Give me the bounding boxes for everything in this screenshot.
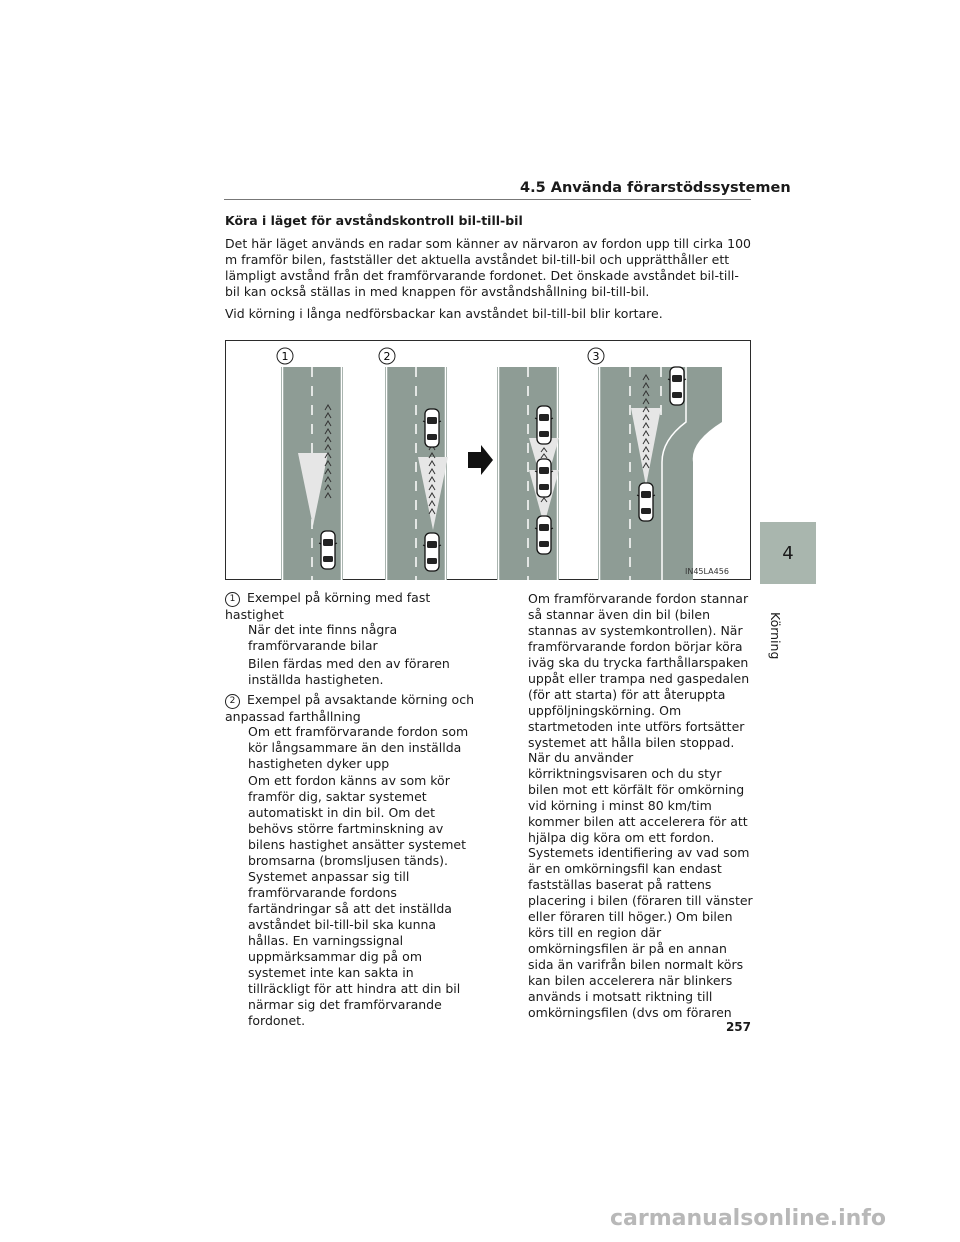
road-scene-4 <box>598 367 722 580</box>
item-title-line2: hastighet <box>225 607 284 622</box>
item-1-heading <box>225 590 430 623</box>
figure-code: IN45LA456 <box>685 567 729 576</box>
item-number-badge: 2 <box>225 694 240 709</box>
item-title-line1: Exempel på körning med fast <box>247 590 431 605</box>
item-title-line2: anpassad farthållning <box>225 709 361 724</box>
lead-car-3 <box>535 406 553 444</box>
page-heading: Köra i läget för avståndskontroll bil-till-bil <box>225 213 523 228</box>
own-car-3a <box>535 459 553 497</box>
header-divider <box>224 199 751 200</box>
item-1-condition: När det inte finns några framförvarande bilar <box>248 622 398 653</box>
chapter-tab <box>760 522 816 584</box>
chapter-number: 4 <box>782 542 794 564</box>
svg-text:1: 1 <box>281 350 289 363</box>
own-car-3b <box>535 516 553 554</box>
page-number: 257 <box>725 1020 751 1034</box>
own-car-4 <box>637 483 655 521</box>
item-2-heading <box>225 692 474 725</box>
right-paragraph-stop: Om framförvarande fordon stannar så stannar även din bil (bilen stannas av systemkontrollen). När framförvarande fordon börjar köra iväg ska du trycka farthållarspaken uppåt eller trampa ned gaspedalen (för att starta) för att återuppta uppföljningskörning. Om startmetoden inte utförs fortsätter systemet att hålla bilen stoppad. <box>528 591 750 750</box>
item-number-badge: 1 <box>225 592 240 607</box>
lead-car-2 <box>423 409 441 447</box>
item-2-condition: Om ett framförvarande fordon som kör långsammare än den inställda hastigheten dyker upp <box>248 724 469 771</box>
transition-arrow-icon <box>468 445 493 475</box>
intro-paragraph: Det här läget används en radar som känner av närvaron av fordon upp till cirka 100 m framför bilen, fastställer det aktuella avståndet bil-till-bil och upprätthåller ett lämpligt avstånd från det framförvarande fordonet. Det önskade avståndet bil-till-bil kan också ställas in med knappen för avståndshållning bil-till-bil. <box>225 236 751 299</box>
item-title-line1: Exempel på avsaktande körning och <box>247 692 474 707</box>
downhill-note: Vid körning i långa nedförsbackar kan avståndet bil-till-bil blir kortare. <box>225 306 663 321</box>
own-car-1 <box>319 531 337 569</box>
right-paragraph-lane: Systemets identifiering av vad som är en omkörningsfil kan endast fastställas baserat på rattens placering i bilen (föraren till vänster eller föraren till höger.) Om bilen körs till en region där omkörningsfilen är på en annan sida än varifrån bilen normalt körs kan bilen accelerera när blinkers används i motsatt riktning till omkörningsfilen (dvs om föraren <box>528 845 753 1020</box>
figure-label-2 <box>379 348 395 364</box>
item-1-description: Bilen färdas med den av föraren inställda hastigheten. <box>248 656 450 687</box>
distance-control-diagram <box>225 340 751 580</box>
svg-text:3: 3 <box>592 350 600 363</box>
svg-text:2: 2 <box>383 350 391 363</box>
item-2-description: Om ett fordon känns av som kör framför dig, saktar systemet automatiskt in din bil. Om det behövs större fartminskning av bilens hastighet ansätter systemet bromsarna (bromsljusen tänds). Systemet anpassar sig till framförvarande fordons fartändringar så att det inställda avståndet bil-till-bil ska kunna hållas. En varningssignal uppmärksammar dig på om systemet inte kan sakta in tillräckligt för att hindra att din bil närmar sig det framförvarande fordonet. <box>248 773 467 1028</box>
watermark: carmanualsonline.info <box>610 1206 886 1231</box>
lead-car-4 <box>668 367 686 405</box>
own-car-2 <box>423 533 441 571</box>
section-header: 4.5 Använda förarstödssystemen <box>520 180 791 196</box>
figure-label-3 <box>588 348 604 364</box>
right-paragraph-overtake: När du använder körriktningsvisaren och du styr bilen mot ett körfält för omkörning vid körning i minst 80 km/tim kommer bilen att accelerera för att hjälpa dig köra om ett fordon. <box>528 750 748 845</box>
chapter-title: Körning <box>768 612 783 660</box>
figure-label-1 <box>277 348 293 364</box>
